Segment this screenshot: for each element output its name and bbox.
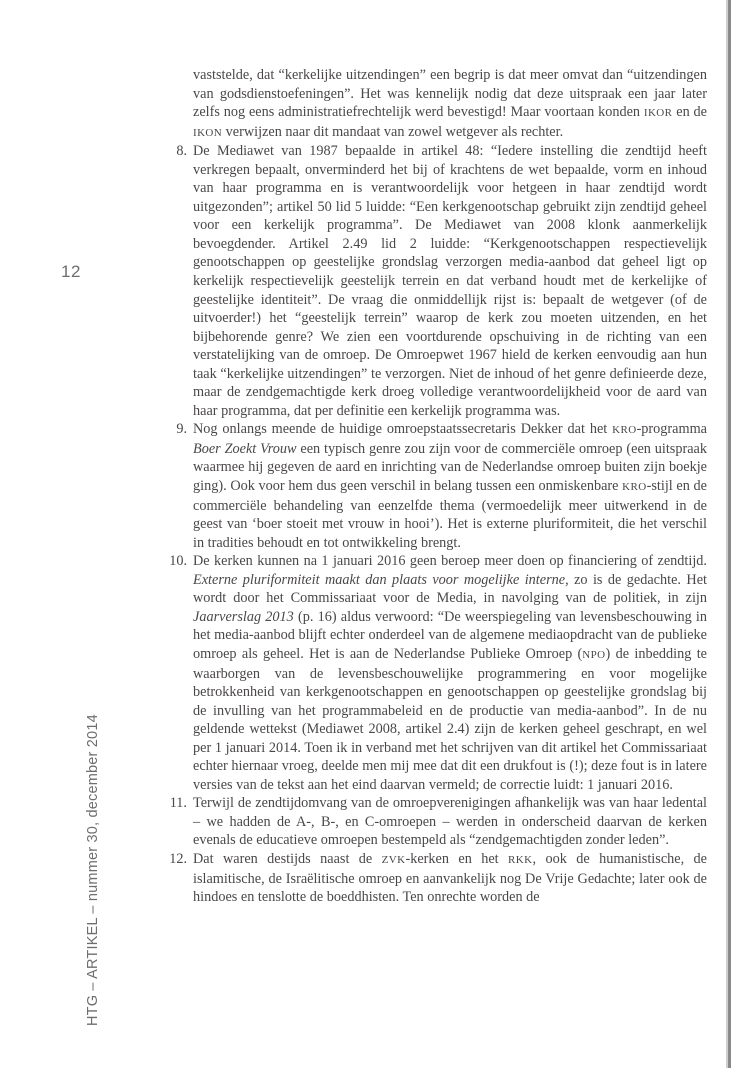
footnote-text: ) de inbedding te waarborgen van de levensbeschouwelijke programmering en voor mogelijke betrokkenheid van kerkgenootschappen en genootschappen op geestelijke grondslag bij de invulling van het programmabeleid en de productie van media-aanbod”. In de nu geldende wettekst (Mediawet 2008, artikel 2.4) zijn de kerken geheel geschrapt, en wel per 1 januari 2014. Toen ik in verband met het schrijven van dit artikel het Commissariaat echter hiernaar vroeg, deelde men mij mee dat dit een drukfout is (!); deze fout is in latere versies van de tekst aan het eind daarvan vermeld; de correctie luidt: 1 januari 2016. (193, 645, 707, 793)
program-title: Boer Zoekt Vrouw (193, 440, 297, 457)
report-title: Jaarverslag 2013 (193, 608, 294, 625)
page-number: 12 (61, 262, 81, 281)
page-edge-shadow (728, 0, 731, 1068)
abbreviation-npo: NPO (582, 648, 606, 661)
footnote-item-12 (169, 850, 707, 907)
footnote-text: (p. 16) aldus verwoord: “De weerspiegeling van levensbeschouwing in het media-aanbod blijft echter onderdeel van de algemene mediaopdracht van de publieke omroep als geheel. Het is aan de Nederlandse Publieke Omroep ( (193, 608, 707, 662)
continuation-paragraph (193, 66, 707, 142)
footnote-text: -stijl en de commerciële behandeling van eenzelfde thema (vermoedelijk meer uitwerkend in de geest van ‘boer stoeit met vrouw in hooi’). Het is externe pluriformiteit, die het verschil in tradities behoudt en tot ontwikkeling brengt. (193, 478, 707, 551)
abbreviation-rkk: RKK (508, 853, 533, 866)
footnote-item-8 (176, 142, 707, 420)
footnote-text: Dat waren destijds naast de (193, 850, 382, 867)
footnote-number: 11. (169, 795, 187, 812)
abbreviation-kro: KRO (622, 481, 647, 494)
running-head: HTG – ARTIKEL – nummer 30, december 2014 (85, 714, 101, 1026)
abbreviation-ikor: IKOR (643, 107, 673, 120)
footnote-text: een typisch genre zou zijn voor de commerciële omroep (een uitspraak waarmee hij gegeven de aard en inrichting van de Nederlandse omroep buiten zijn boekje ging). Ook voor hem dus geen verschil in belang tussen een onmiskenbare (193, 440, 707, 495)
footnote-text: Terwijl de zendtijdomvang van de omroepverenigingen afhankelijk was van haar ledental – we hadden de A-, B-, en C-omroepen – werden in onderscheid daarvan de kerken evenals de educatieve omroepen bestempeld als “zendgemachtigden zonder leden”. (193, 795, 707, 849)
abbreviation-kro: KRO (612, 424, 637, 437)
footnote-text: Nog onlangs meende de huidige omroepstaatssecretaris Dekker dat het (193, 421, 613, 438)
abbreviation-zvk: ZVK (381, 853, 406, 866)
footnote-text: De kerken kunnen na 1 januari 2016 geen beroep meer doen op financiering of zendtijd. (193, 553, 707, 570)
footnote-text: , ook de humanistische, de islamitische, de Israëlitische omroep en aanvankelijk nog De Vrije Gedachte; later ook de hindoes en tenslotte de boeddhisten. Ten onrechte worden de (193, 850, 707, 906)
footnote-number: 10. (169, 553, 187, 570)
paragraph-text: verwijzen naar dit mandaat van zowel wetgever als rechter. (222, 123, 564, 140)
footnote-item-10 (169, 552, 707, 794)
paragraph-text: en de (672, 104, 707, 121)
abbreviation-ikon: IKON (193, 126, 223, 139)
article-body (169, 66, 707, 907)
footnote-text: -kerken en het (405, 850, 509, 867)
footnote-item-11 (169, 794, 707, 850)
footnote-text: De Mediawet van 1987 bepaalde in artikel 48: “Iedere instelling die zendtijd heeft verkregen bepaalt, onverminderd het bij of krachtens de wet bepaalde, vorm en inhoud van haar programma en is verantwoordelijk voor hetgeen in haar zendtijd wordt uitgezonden”; artikel 50 lid 5 luidde: “Een kerkgenootschap gebruikt zijn zendtijd geheel voor een kerkelijk programma”. De Mediawet van 2008 klonk aanmerkelijk bevoegdender. Artikel 2.49 lid 2 luidde: “Kerkgenootschappen respectievelijk genootschappen op geestelijke grondslag verzorgen media-aanbod dat geheel ligt op kerkelijk respectievelijk geestelijk terrein en dat verband houdt met de kerkelijke of geestelijke identiteit”. De vraag die onmiddellijk rijst is: bepaalt de wetgever (of de uitvoerder!) het “geestelijk terrein” waarop de kerk zou moeten uitzenden, en het bijbehorende genre? We zien een voortdurende opschuiving in de richting van een verstatelijking van de omroep. De Omroepwet 1967 hield de kerken eenvoudig aan hun taak “kerkelijke uitzendingen” te verzorgen. Niet de inhoud of het genre definieerde deze, maar de zendgemachtigde kerk droeg volledige verantwoordelijkheid voor de aard van haar programma, dat per definitie een kerkelijk programma was. (193, 143, 707, 419)
footnote-item-9 (176, 420, 707, 552)
footnote-number: 8. (176, 143, 187, 160)
emphasis-text: Externe pluriformiteit maakt dan plaats voor mogelijke interne (193, 571, 566, 588)
footnote-number: 9. (176, 421, 187, 438)
paragraph-text: vaststelde, dat “kerkelijke uitzendingen” een begrip is dat meer omvat dan “uitzendingen van godsdienstoefeningen”. Het was kennelijk nodig dat deze uitspraak een jaar later zelfs nog eens administratiefrechtelijk werd bevestigd! Maar voortaan konden (193, 67, 707, 121)
footnote-number: 12. (169, 850, 187, 867)
footnote-text: , zo is de gedachte. Het wordt door het Commissariaat voor de Media, in navolging van de politiek, in zijn (193, 571, 707, 607)
footnote-text: -programma (636, 421, 707, 438)
